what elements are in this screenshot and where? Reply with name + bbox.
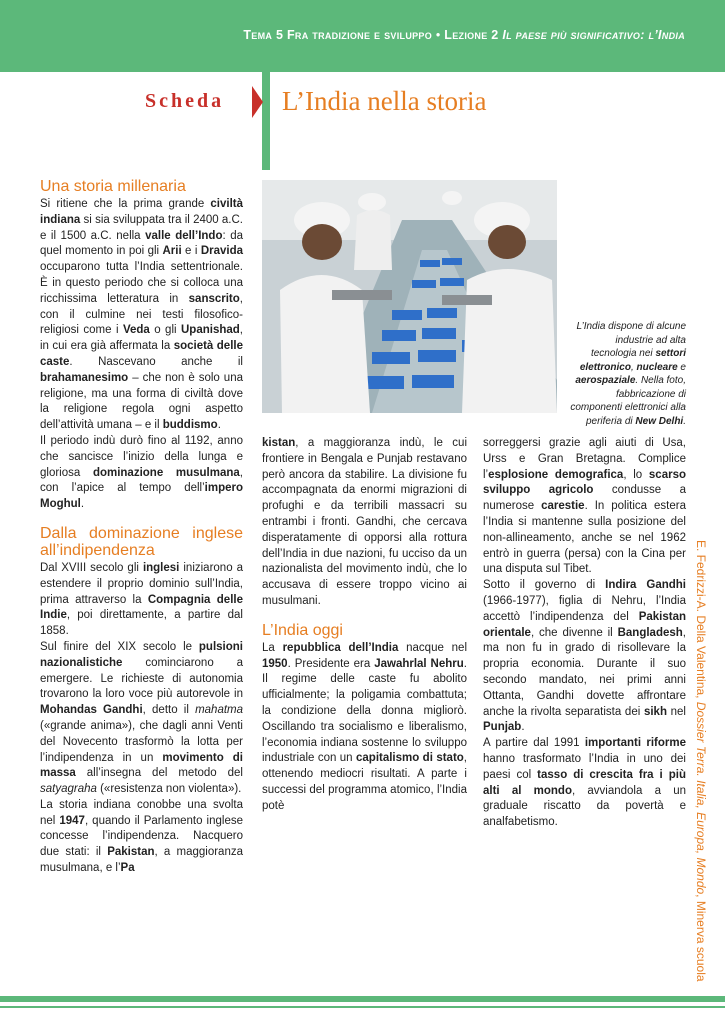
footer-line — [0, 1006, 725, 1008]
section-heading-oggi: L’India oggi — [262, 621, 343, 639]
footer-band — [0, 996, 725, 1002]
scheda-arrow-icon — [252, 86, 263, 118]
credit-authors: E. Fedrizzi-A. Della Valentina, — [694, 540, 708, 702]
paragraph: Si ritiene che la prima grande civiltà indiana si sia sviluppata tra il 2400 a.C. e il 1500 a.C. nella valle dell’Indo: da quel momento in poi gli Arii e i Dravida occuparono tutta l’India settentrionale. È in questo periodo che si colloca una ricchissima letteratura in sanscrito, con il culmine nei testi filosofico-religiosi come i Veda o gli Upanishad, in cui era già affermata la società delle caste. Nascevano anche il brahamanesimo – che non è solo una religione, ma una forma di civiltà dove la religione regola ogni aspetto dell’attività umana – e il buddismo. — [40, 198, 243, 432]
vertical-credit — [694, 540, 708, 982]
factory-photo — [262, 180, 557, 413]
scheda-label: Scheda — [145, 90, 225, 112]
paragraph: Il periodo indù durò fino al 1192, anno che sancisce l’inizio della lunga e gloriosa dominazione musulmana, con l’apice al tempo dell’impero Moghul. — [40, 434, 243, 511]
paragraph: Dal XVIII secolo gli inglesi iniziarono a estendere il proprio dominio sull’India, prima attraverso la Compagnia delle Indie, poi direttamente, a partire dal 1858. — [40, 561, 243, 638]
column-1 — [40, 178, 243, 877]
page-title: L’India nella storia — [282, 86, 487, 116]
column-3 — [483, 436, 686, 831]
credit-publisher: , Minerva scuola — [694, 894, 708, 982]
header-lezione: Lezione 2 — [444, 28, 499, 42]
section-heading-millenaria: Una storia millenaria — [40, 178, 186, 195]
paragraph: sorreggersi grazie agli aiuti di Usa, Urss e Gran Bretagna. Complice l’esplosione demografica, lo scarso sviluppo agricolo condusse a numerose carestie. In politica estera l’India si mantenne sulla posizione del non-allineamento, anche se nel 1962 entrò in guerra (persa) con la Cina per una disputa sul Tibet. — [483, 437, 686, 576]
header-lezione-title: Il paese più significativo: l’India — [502, 28, 685, 42]
header-tema: Tema 5 Fra tradizione e sviluppo — [243, 28, 433, 42]
header-running-title — [243, 28, 685, 42]
section-heading-dominazione: Dalla dominazione inglese all’indipendenza — [40, 524, 243, 559]
paragraph: A partire dal 1991 importanti riforme hanno trasformato l’India in uno dei paesi col tasso di crescita fra i più alti al mondo, avviandola a un graduale riscatto da povertà e analfabetismo. — [483, 737, 687, 829]
header-separator: • — [435, 28, 441, 42]
title-vertical-bar — [262, 72, 270, 170]
credit-work: Dossier Terra. Italia, Europa, Mondo — [694, 701, 708, 895]
electronics-factory-image — [262, 180, 557, 413]
paragraph: Sotto il governo di Indira Gandhi (1966-1977), figlia di Nehru, l’India accettò l’indipendenza del Pakistan orientale, che divenne il Bangladesh, ma non fu in grado di risollevare la propria economia. Durante il suo secondo mandato, nei primi anni Ottanta, Gandhi dovette affrontare anche la rivolta separatista dei sikh nel Punjab. — [483, 579, 686, 734]
paragraph: La storia indiana conobbe una svolta nel 1947, quando il Parlamento inglese concesse l’indipendenza. Nacquero due stati: il Pakistan, a maggioranza musulmana, e l’Pa — [40, 798, 243, 875]
photo-caption: L’India dispone di alcune industrie ad alta tecnologia nei settori elettronico, nucleare e aerospaziale. Nella foto, fabbricazione di componenti elettronici alla periferia di New Delhi. — [570, 321, 686, 427]
paragraph: La repubblica dell’India nacque nel 1950. Presidente era Jawahrlal Nehru. Il regime delle caste fu abolito ufficialmente; la poligamia combattuta; la condizione della donna migliorò. Oscillando tra socialismo e liberalismo, l’economia indiana sostenne lo sviluppo industriale con un capitalismo di stato, ottenendo mediocri risultati. A parte i successi del programma atomico, l’India potè — [262, 641, 467, 812]
column-2 — [262, 436, 467, 815]
paragraph: Sul finire del XIX secolo le pulsioni nazionalistiche cominciarono a emergere. Le richieste di autonomia trovarono la loro voce più autorevole in Mohandas Gandhi, detto il mahatma («grande anima»), che dagli anni Venti del Novecento trasformò la lotta per l’indipendenza in un movimento di massa all’insegna del metodo del satyagraha («resistenza non violenta»). — [40, 640, 244, 796]
paragraph: kistan, a maggioranza indù, le cui frontiere in Bengala e Punjab restavano però ancora da stabilire. La divisione fu accompagnata da enormi migrazioni di profughi e da terribili massacri su entrambi i fronti. Gandhi, che cercava disperatamente di opporsi alla rottura dell’India in due nazioni, fu ucciso da un nazionalista del movimento indù, che lo accusava di essere troppo vicino ai musulmani. — [262, 437, 467, 607]
